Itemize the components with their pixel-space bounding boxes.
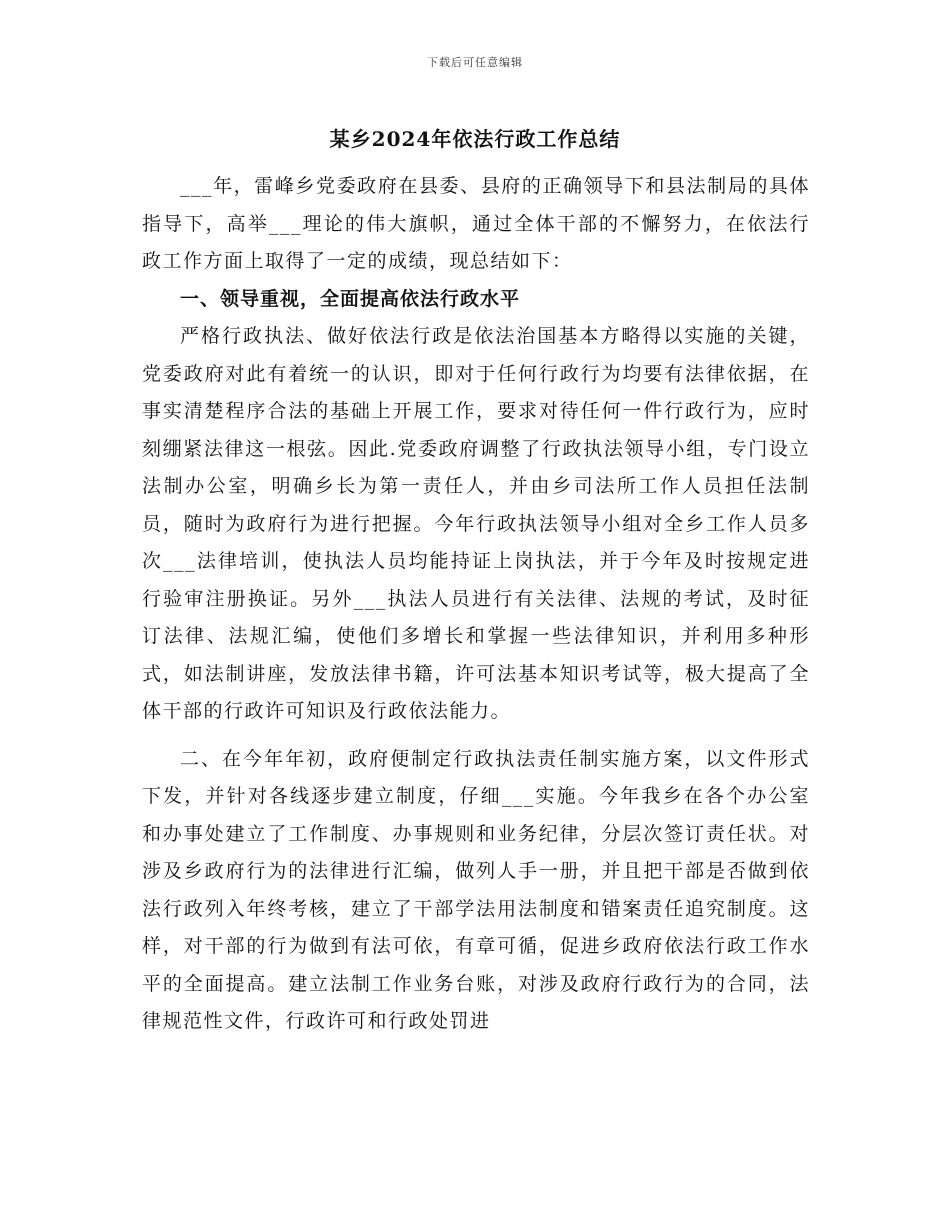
document-body — [142, 168, 810, 1041]
document-title: 某乡2024年依法行政工作总结 — [329, 127, 621, 151]
intro-paragraph: ___年，雷峰乡党委政府在县委、县府的正确领导下和县法制局的具体指导下，高举___理论的伟大旗帜，通过全体干部的不懈努力，在依法行政工作方面上取得了一定的成绩，现总结如下： — [142, 175, 810, 272]
paragraph-gap — [142, 731, 810, 741]
section1-heading: 一、领导重视，全面提高依法行政水平 — [180, 287, 521, 310]
section2-paragraph: 二、在今年年初，政府便制定行政执法责任制实施方案，以文件形式下发，并针对各线逐步建立制度，仔细___实施。今年我乡在各个办公室和办事处建立了工作制度、办事规则和业务纪律，分层次签订责任状。对涉及乡政府行为的法律进行汇编，做列人手一册，并且把干部是否做到依法行政列入年终考核，建立了干部学法用法制度和错案责任追究制度。这样，对干部的行为做到有法可依，有章可循，促进乡政府依法行政工作水平的全面提高。建立法制工作业务台账，对涉及政府行政行为的合同，法律规范性文件，行政许可和行政处罚进 — [142, 747, 810, 1032]
header-note: 下载后可任意编辑 — [427, 56, 523, 69]
section1-paragraph: 严格行政执法、做好依法行政是依法治国基本方略得以实施的关键，党委政府对此有着统一的认识，即对于任何行政行为均要有法律依据，在事实清楚程序合法的基础上开展工作，要求对待任何一件行政行为，应时刻绷紧法律这一根弦。因此.党委政府调整了行政执法领导小组，专门设立法制办公室，明确乡长为第一责任人，并由乡司法所工作人员担任法制员，随时为政府行为进行把握。今年行政执法领导小组对全乡工作人员多次___法律培训，使执法人员均能持证上岗执法，并于今年及时按规定进行验审注册换证。另外___执法人员进行有关法律、法规的考试，及时征订法律、法规汇编，使他们多增长和掌握一些法律知识，并利用多种形式，如法制讲座，发放法律书籍，许可法基本知识考试等，极大提高了全体干部的行政许可知识及行政依法能力。 — [142, 325, 810, 722]
